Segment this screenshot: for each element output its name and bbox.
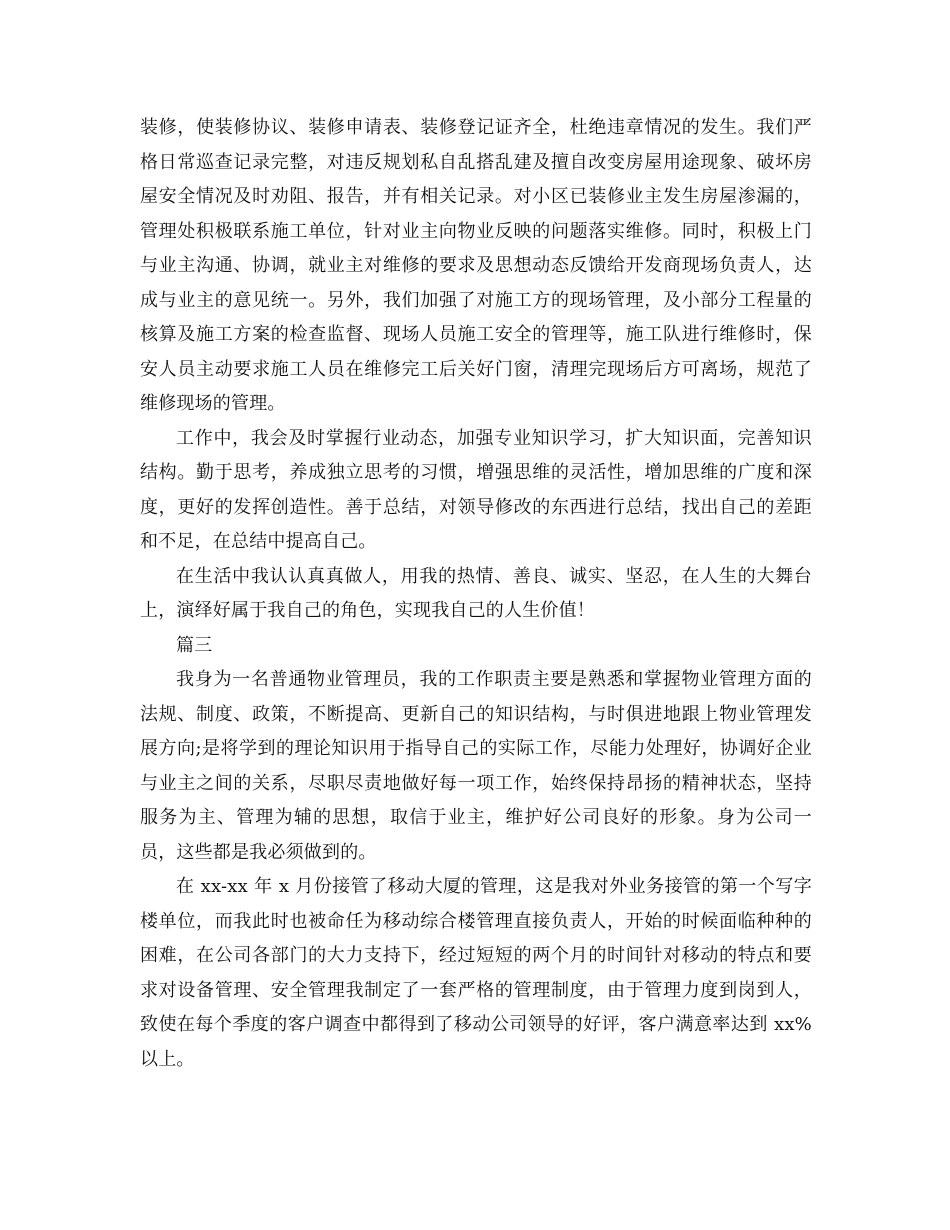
paragraph-renovation: 装修，使装修协议、装修申请表、装修登记证齐全，杜绝违章情况的发生。我们严格日常巡查记录完整，对违反规划私自乱搭乱建及擅自改变房屋用途现象、破坏房屋安全情况及时劝阻、报告，并有相关记录。对小区已装修业主发生房屋渗漏的，管理处积极联系施工单位，针对业主向物业反映的问题落实维修。同时，积极上门与业主沟通、协调，就业主对维修的要求及思想动态反馈给开发商现场负责人，达成与业主的意见统一。另外，我们加强了对施工方的现场管理，及小部分工程量的核算及施工方案的检查监督、现场人员施工安全的管理等，施工队进行维修时，保安人员主动要求施工人员在维修完工后关好门窗，清理完现场后方可离场，规范了维修现场的管理。 — [140, 117, 812, 414]
paragraph-duties: 我身为一名普通物业管理员，我的工作职责主要是熟悉和掌握物业管理方面的法规、制度、政策，不断提高、更新自己的知识结构，与时俱进地跟上物业管理发展方向;是将学到的理论知识用于指导自己的实际工作，尽能力处理好，协调好企业与业主之间的关系，尽职尽责地做好每一项工作，始终保持昂扬的精神状态，坚持服务为主、管理为辅的思想，取信于业主，维护好公司良好的形象。身为公司一员，这些都是我必须做到的。 — [140, 669, 812, 863]
paragraph-life: 在生活中我认认真真做人，用我的热情、善良、诚实、坚忍，在人生的大舞台上，演绎好属于我自己的角色，实现我自己的人生价值！ — [140, 565, 812, 621]
paragraph-mobile-building: 在 xx-xx 年 x 月份接管了移动大厦的管理，这是我对外业务接管的第一个写字楼单位，而我此时也被命任为移动综合楼管理直接负责人，开始的时候面临种种的困难，在公司各部门的大力支持下，经过短短的两个月的时间针对移动的特点和要求对设备管理、安全管理我制定了一套严格的管理制度，由于管理力度到岗到人，致使在每个季度的客户调查中都得到了移动公司领导的好评，客户满意率达到 xx%以上。 — [140, 876, 812, 1070]
paragraph-work: 工作中，我会及时掌握行业动态，加强专业知识学习，扩大知识面，完善知识结构。勤于思考，养成独立思考的习惯，增强思维的灵活性，增加思维的广度和深度，更好的发挥创造性。善于总结，对领导修改的东西进行总结，找出自己的差距和不足，在总结中提高自己。 — [140, 427, 812, 552]
document-body — [140, 111, 812, 1077]
section-heading: 篇三 — [176, 634, 213, 656]
